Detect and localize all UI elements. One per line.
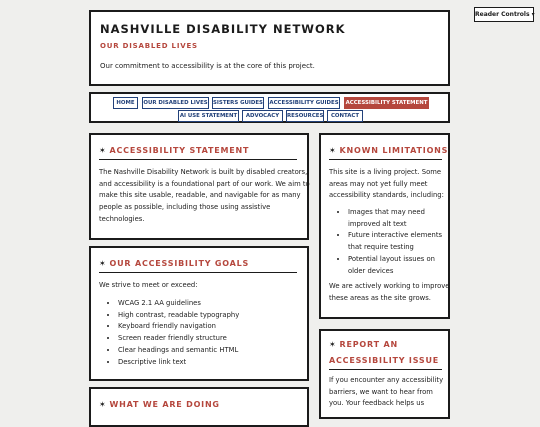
star-icon: ✶ bbox=[99, 400, 107, 409]
list-item: • High contrast, readable typography bbox=[118, 310, 239, 322]
statement-line: and accessibility is a foundational part of our work. We aim to bbox=[99, 179, 310, 188]
main-navigation bbox=[89, 92, 450, 123]
report-title-line2: ACCESSIBILITY ISSUE bbox=[329, 356, 440, 365]
site-title: NASHVILLE DISABILITY NETWORK bbox=[100, 22, 346, 36]
nav-ai-use-statement[interactable]: AI USE STATEMENT bbox=[178, 110, 239, 122]
report-issue-panel bbox=[319, 329, 450, 419]
site-description: Our commitment to accessibility is at the core of this project. bbox=[100, 62, 315, 70]
report-heading bbox=[329, 337, 439, 369]
limitations-line: accessibility standards, including: bbox=[329, 191, 444, 200]
limitations-list bbox=[330, 207, 442, 277]
nav-accessibility-guides[interactable]: ACCESSIBILITY GUIDES bbox=[268, 97, 340, 109]
nav-accessibility-statement[interactable]: ACCESSIBILITY STATEMENT bbox=[344, 97, 429, 109]
limitations-title: KNOWN LIMITATIONS bbox=[339, 146, 449, 155]
goals-title: OUR ACCESSIBILITY GOALS bbox=[109, 259, 250, 268]
nav-resources[interactable]: RESOURCES bbox=[286, 110, 324, 122]
site-header bbox=[89, 10, 450, 86]
nav-sisters-guides[interactable]: SISTERS GUIDES bbox=[212, 97, 264, 109]
statement-heading bbox=[99, 143, 249, 159]
report-title-line1: REPORT AN bbox=[339, 340, 398, 349]
list-item: • Images that may need improved alt text bbox=[348, 207, 442, 230]
report-line: If you encounter any accessibility bbox=[329, 376, 444, 384]
heading-divider bbox=[99, 272, 297, 273]
heading-divider bbox=[99, 159, 297, 160]
reader-controls-button[interactable]: Reader Controls ▾ bbox=[474, 7, 534, 22]
nav-our-disabled-lives[interactable]: OUR DISABLED LIVES bbox=[142, 97, 209, 109]
site-subtitle: OUR DISABLED LIVES bbox=[100, 42, 198, 50]
limitations-intro bbox=[329, 167, 444, 202]
goals-intro: We strive to meet or exceed: bbox=[99, 281, 198, 289]
list-item: • Clear headings and semantic HTML bbox=[118, 345, 239, 357]
accessibility-goals-panel bbox=[89, 246, 309, 381]
goals-heading bbox=[99, 256, 249, 272]
statement-text bbox=[99, 167, 309, 226]
statement-line: The Nashville Disability Network is built by disabled creators, bbox=[99, 168, 308, 176]
report-line: barriers, we want to hear from bbox=[329, 387, 433, 396]
what-we-are-doing-panel bbox=[89, 387, 309, 427]
doing-title: WHAT WE ARE DOING bbox=[109, 400, 220, 409]
limitations-line: areas may not yet fully meet bbox=[329, 179, 428, 188]
list-item: • Keyboard friendly navigation bbox=[118, 321, 239, 333]
goals-list bbox=[100, 298, 239, 368]
doing-heading bbox=[99, 397, 220, 413]
report-line: you. Your feedback helps us bbox=[329, 399, 425, 408]
star-icon: ✶ bbox=[329, 146, 337, 155]
statement-line: people as possible, including those using assistive bbox=[99, 203, 271, 212]
list-item: • Potential layout issues on older devices bbox=[348, 254, 442, 277]
limitations-line: This site is a living project. Some bbox=[329, 168, 442, 176]
limitations-line: these areas as the site grows. bbox=[329, 293, 431, 302]
limitations-heading bbox=[329, 143, 448, 159]
list-item: • Screen reader friendly structure bbox=[118, 333, 239, 345]
statement-line: make this site usable, readable, and navigable for as many bbox=[99, 191, 301, 200]
limitations-outro bbox=[329, 281, 449, 304]
nav-advocacy[interactable]: ADVOCACY bbox=[242, 110, 283, 122]
star-icon: ✶ bbox=[99, 259, 107, 268]
heading-divider bbox=[329, 369, 442, 370]
nav-home[interactable]: HOME bbox=[113, 97, 138, 109]
list-item: • WCAG 2.1 AA guidelines bbox=[118, 298, 239, 310]
heading-divider bbox=[329, 159, 442, 160]
statement-title: ACCESSIBILITY STATEMENT bbox=[109, 146, 250, 155]
list-item: • Descriptive link text bbox=[118, 357, 239, 369]
nav-contact[interactable]: CONTACT bbox=[327, 110, 363, 122]
star-icon: ✶ bbox=[329, 340, 337, 349]
list-item: • Future interactive elements that require testing bbox=[348, 230, 442, 253]
statement-line: technologies. bbox=[99, 214, 145, 223]
star-icon: ✶ bbox=[99, 146, 107, 155]
known-limitations-panel bbox=[319, 133, 450, 319]
accessibility-statement-panel bbox=[89, 133, 309, 240]
limitations-line: We are actively working to improve bbox=[329, 282, 450, 290]
